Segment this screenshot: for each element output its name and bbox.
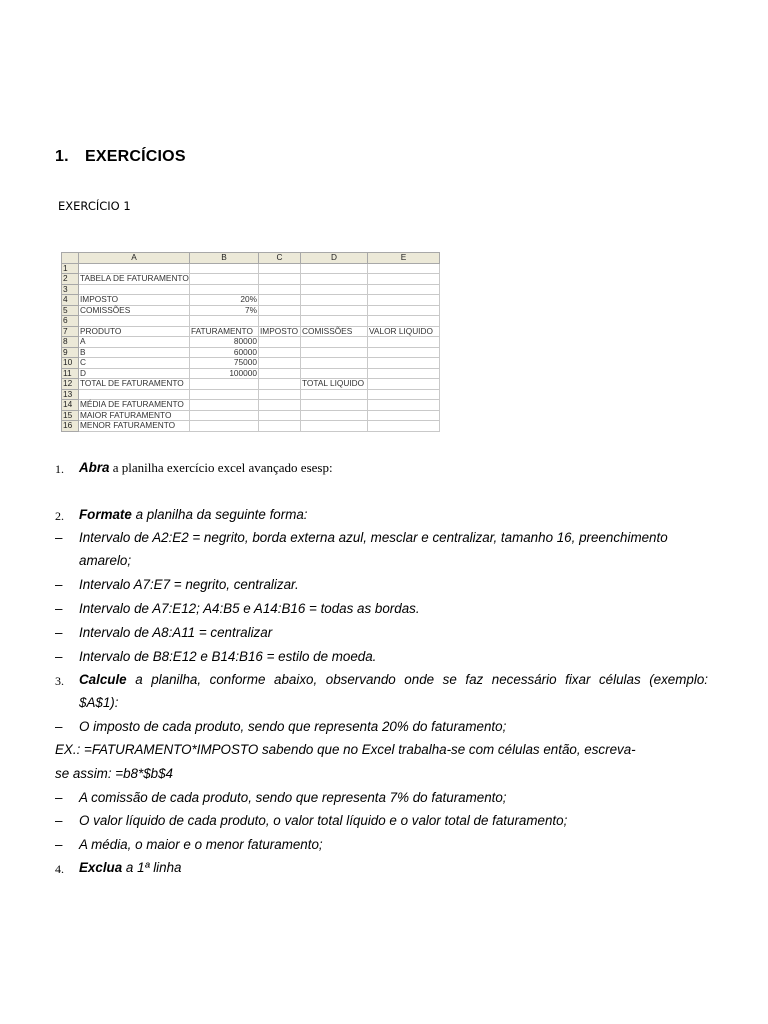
sheet-row [62, 316, 440, 327]
sheet-cell [79, 305, 190, 316]
instruction-1 [79, 460, 333, 476]
sheet-cell [368, 263, 440, 274]
sheet-cell [301, 274, 368, 285]
sheet-row [62, 305, 440, 316]
sheet-row [62, 379, 440, 390]
row-number: 7 [62, 326, 79, 337]
sheet-cell [259, 421, 301, 432]
bullet-dash: – [55, 577, 63, 592]
cell-text: MÉDIA DE FATURAMENTO [80, 399, 184, 409]
sheet-cell [368, 337, 440, 348]
sheet-row [62, 295, 440, 306]
sheet-cell [368, 421, 440, 432]
sheet-cell: IMPOSTO [259, 326, 301, 337]
format-rule: Intervalo de A7:E12; A4:B5 e A14:B16 = todas as bordas. [79, 601, 420, 616]
sheet-cell [190, 379, 259, 390]
sheet-cell: 7% [190, 305, 259, 316]
sheet-cell [190, 400, 259, 411]
sheet-cell [301, 337, 368, 348]
column-header: C [259, 253, 301, 264]
row-number: 1 [62, 263, 79, 274]
sheet-cell [79, 347, 190, 358]
sheet-cell [190, 274, 259, 285]
cell-text: MENOR FATURAMENTO [80, 420, 176, 430]
sheet-row [62, 284, 440, 295]
calc-rule: O valor líquido de cada produto, o valor total líquido e o valor total de faturamento; [79, 813, 568, 828]
bullet-dash: – [55, 625, 63, 640]
sheet-cell [259, 358, 301, 369]
cell-text: COMISSÕES [302, 325, 353, 336]
sheet-cell [190, 284, 259, 295]
sheet-row [62, 337, 440, 348]
row-number: 8 [62, 337, 79, 348]
sheet-cell [79, 284, 190, 295]
instruction-keyword: Calcule [79, 672, 127, 687]
sheet-cell [301, 379, 368, 390]
sheet-cell: 20% [190, 295, 259, 306]
sheet-cell [368, 379, 440, 390]
sheet-row [62, 326, 440, 337]
sheet-cell [368, 389, 440, 400]
section-title: EXERCÍCIOS [85, 148, 186, 165]
instruction-keyword: Formate [79, 507, 132, 522]
cell-text: PRODUTO [80, 325, 122, 336]
sheet-cell [301, 358, 368, 369]
row-number: 13 [62, 389, 79, 400]
cell-text: B [80, 346, 86, 357]
sheet-cell: FATURAMENTO [190, 326, 259, 337]
instruction-2 [79, 507, 308, 522]
sheet-cell [79, 368, 190, 379]
bullet-dash: – [55, 530, 63, 545]
sheet-cell [190, 421, 259, 432]
sheet-cell [259, 410, 301, 421]
cell-text: A [80, 336, 86, 346]
sheet-cell [259, 400, 301, 411]
example-formula-line: EX.: =FATURAMENTO*IMPOSTO sabendo que no Excel trabalha-se com células então, escreva- [55, 742, 636, 757]
sheet-cell [301, 305, 368, 316]
sheet-cell [368, 305, 440, 316]
sheet-cell: 100000 [190, 368, 259, 379]
instruction-keyword: Abra [79, 460, 110, 475]
cell-text: TOTAL DE FATURAMENTO [80, 378, 184, 388]
sheet-row [62, 274, 440, 285]
list-marker: 2. [55, 509, 64, 523]
sheet-cell [259, 263, 301, 274]
sheet-cell [190, 410, 259, 421]
row-number: 12 [62, 379, 79, 390]
sheet-row [62, 358, 440, 369]
row-number: 9 [62, 347, 79, 358]
cell-text: TABELA DE FATURAMENTO [80, 273, 189, 283]
spreadsheet-image [61, 252, 440, 432]
sheet-cell [79, 295, 190, 306]
sheet-cell [79, 326, 190, 337]
sheet-cell [301, 263, 368, 274]
sheet-cell [301, 410, 368, 421]
row-number: 11 [62, 368, 79, 379]
sheet-cell [259, 389, 301, 400]
cell-text: TOTAL LIQUIDO [302, 378, 365, 388]
instruction-keyword: Exclua [79, 860, 123, 875]
bullet-dash: – [55, 719, 63, 734]
cell-text: D [80, 367, 86, 378]
bullet-dash: – [55, 813, 63, 828]
sheet-cell: VALOR LIQUIDO [368, 326, 440, 337]
sheet-cell [368, 358, 440, 369]
sheet-cell [79, 274, 190, 285]
list-marker: 3. [55, 674, 64, 688]
sheet-cell [301, 284, 368, 295]
instruction-text: a 1ª linha [122, 860, 182, 875]
row-number: 2 [62, 274, 79, 285]
format-rule: Intervalo de A8:A11 = centralizar [79, 625, 273, 640]
sheet-cell [368, 368, 440, 379]
sheet-cell [259, 284, 301, 295]
sheet-cell: 75000 [190, 358, 259, 369]
sheet-cell [190, 389, 259, 400]
instruction-3 [79, 672, 708, 687]
sheet-cell [301, 368, 368, 379]
sheet-cell [79, 400, 190, 411]
sheet-cell [368, 347, 440, 358]
sheet-cell [259, 347, 301, 358]
calc-rule: A comissão de cada produto, sendo que representa 7% do faturamento; [79, 790, 507, 805]
section-number: 1. [55, 148, 69, 165]
sheet-row [62, 347, 440, 358]
section-heading [55, 148, 186, 166]
cell-text: MAIOR FATURAMENTO [80, 409, 172, 420]
sheet-cell [368, 284, 440, 295]
row-number: 6 [62, 316, 79, 327]
sheet-row [62, 263, 440, 274]
instruction-3-continued: $A$1): [79, 695, 119, 710]
instruction-text: a planilha, conforme abaixo, observando onde se faz necessário fixar células (exemplo: [126, 672, 708, 687]
sheet-cell [259, 368, 301, 379]
bullet-dash: – [55, 837, 63, 852]
sheet-cell [259, 337, 301, 348]
sheet-row [62, 421, 440, 432]
sheet-cell [259, 274, 301, 285]
sheet-cell [190, 316, 259, 327]
row-number: 16 [62, 421, 79, 432]
format-rule-continued: amarelo; [79, 553, 132, 568]
column-header: A [79, 253, 190, 264]
bullet-dash: – [55, 790, 63, 805]
sheet-cell [301, 326, 368, 337]
cell-text: COMISSÕES [80, 304, 131, 315]
sheet-cell [368, 274, 440, 285]
sheet-cell [301, 389, 368, 400]
sheet-cell [79, 421, 190, 432]
cell-text: IMPOSTO [80, 294, 119, 304]
sheet-cell: 60000 [190, 347, 259, 358]
sheet-cell [368, 295, 440, 306]
sheet-cell [368, 316, 440, 327]
sheet-cell [190, 263, 259, 274]
format-rule: Intervalo de B8:E12 e B14:B16 = estilo de moeda. [79, 649, 377, 664]
bullet-dash: – [55, 601, 63, 616]
sheet-cell [368, 410, 440, 421]
format-rule: Intervalo de A2:E2 = negrito, borda externa azul, mesclar e centralizar, tamanho 16, preenchimento [79, 530, 668, 545]
calc-rule: A média, o maior e o menor faturamento; [79, 837, 323, 852]
sheet-cell [79, 389, 190, 400]
instruction-text: a planilha da seguinte forma: [131, 507, 308, 522]
sheet-row [62, 368, 440, 379]
instruction-text: a planilha exercício excel avançado esesp: [109, 460, 333, 475]
column-header-row [62, 253, 440, 264]
sheet-cell [301, 421, 368, 432]
sheet-cell [259, 305, 301, 316]
sheet-cell [259, 295, 301, 306]
sheet-cell [79, 410, 190, 421]
row-number: 10 [62, 358, 79, 369]
sheet-cell [301, 316, 368, 327]
sheet-row [62, 400, 440, 411]
sheet-cell [301, 347, 368, 358]
sheet-cell: 80000 [190, 337, 259, 348]
row-number: 5 [62, 305, 79, 316]
sheet-row [62, 410, 440, 421]
cell-text: C [80, 357, 86, 367]
row-number: 15 [62, 410, 79, 421]
calc-rule: O imposto de cada produto, sendo que representa 20% do faturamento; [79, 719, 507, 734]
sheet-cell [79, 379, 190, 390]
row-number: 14 [62, 400, 79, 411]
column-header: B [190, 253, 259, 264]
bullet-dash: – [55, 649, 63, 664]
format-rule: Intervalo A7:E7 = negrito, centralizar. [79, 577, 299, 592]
sheet-row [62, 389, 440, 400]
row-number: 4 [62, 295, 79, 306]
exercise-title: EXERCÍCIO 1 [58, 199, 131, 213]
sheet-cell [301, 295, 368, 306]
row-number: 3 [62, 284, 79, 295]
sheet-cell [259, 379, 301, 390]
column-header: D [301, 253, 368, 264]
sheet-cell [79, 316, 190, 327]
column-header: E [368, 253, 440, 264]
instruction-4 [79, 860, 182, 875]
sheet-cell [79, 358, 190, 369]
sheet-cell [79, 337, 190, 348]
list-marker: 4. [55, 862, 64, 876]
example-formula-line: se assim: =b8*$b$4 [55, 766, 173, 781]
sheet-cell [259, 316, 301, 327]
corner-cell [62, 253, 79, 264]
sheet-cell [301, 400, 368, 411]
list-marker: 1. [55, 462, 64, 476]
sheet-cell [79, 263, 190, 274]
sheet-cell [368, 400, 440, 411]
